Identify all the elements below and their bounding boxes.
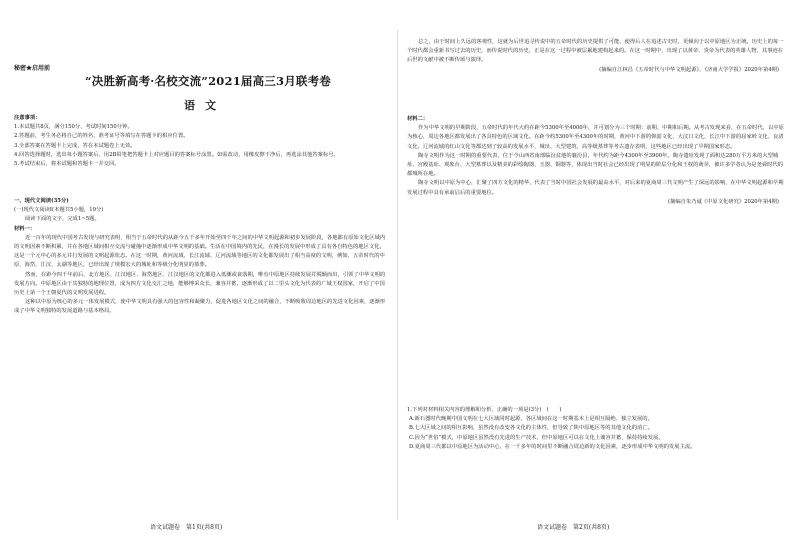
option-c: C.因为“世俗”模式，中原地区虽然没有先进的生产技术，但中原地区可以在文化上兼容并蓄，保持持续发展。 [409,434,664,441]
question-stem: 1.下列对材料相关内容的理解和分析，正确的一项是(3分) ( ) [407,407,562,413]
section-heading: 一、现代文阅读(35分) [14,198,69,204]
material-paragraph: 作为中华文明的早期阶段，五帝时代的年代大约在距今5300年至4000年，并可划分为三个时期：前期、中期和后期。从考古发现来看，在五帝时代，以中原为核心，周边各地区都发展出了各具特色的区域文化。在距今约5300年至4300年的时期，黄河中下游的仰韶文化、大汶口文化，长江中下游的屈家岭文化、良渚文化，辽河流域的红山文化等都达到了较高的发展水平，城址、大型建筑、高等级墓葬等考古遗存表明，这些地区已经出现了早期国家形态。 [407,125,784,150]
material-paragraph: 然而，在距今四千年前后，北方地区、江汉地区、海岱地区、江汉地区的文化都进入低潮或衰落期，唯有中原地区持续发展并脱颖而出，引领了中华文明的发展方向。中原地区由于其独特的地理位置，成为四方文化交汇之地，能够博采众长，兼容并蓄，逐渐形成了以二里头文化为代表的广域王权国家，开启了中国历史上第一个王朝夏代的文明发展进程。 [14,271,386,297]
notice-item: 4.回答选择题时，选出每小题答案后，用2B铅笔把答题卡上对应题目的答案标号涂黑。如需改动，用橡皮擦干净后，再选涂其他答案标号。 [14,151,339,158]
page-footer: 语文试题卷 第2页(共8页) [537,524,610,531]
option-d: D.夏商周三代都以中原地区为活动中心，在一千多年的时间里不断融合周边新的文化因素，逐步形成中华文明的发展主流。 [409,443,696,450]
page-footer: 语文试题卷 第1页(共8页) [150,524,223,531]
reading-instruction: 阅读下面的文字，完成1~5题。 [25,216,100,223]
option-b: B.七大区域之间的相互影响，虽然没有改变各文化的主体性，但导致了陕中原地区等的其他文化的消亡。 [409,425,653,432]
notice-heading: 注意事项： [14,115,41,121]
subsection-heading: (一)现代文阅读Ⅰ(本题共5小题，19分) [14,207,104,214]
notice-item: 5.考试结束后，将本试题和答题卡一并交回。 [14,161,120,168]
material-paragraph: 这种以中原为核心的多元一体发展模式，使中华文明具有强大的包容性和凝聚力，促进各地区文化之间的融合，不断吸收周边地区的先进文化因素，逐渐形成了中华文明独特的发展道路与基本格局。 [14,299,386,315]
question-1 [407,406,785,452]
notice-item: 1.本试题共8页，满分150分，考试时间150分钟。 [14,124,133,131]
material2-section [407,115,785,207]
secret-label: 秘密★启用前 [14,65,51,72]
subject-title: 语文 [184,99,226,112]
notice-item: 3.全部答案在答题卡上完成，答在本试题卷上无效。 [14,142,136,149]
material-paragraph: 陶寺文明以中原为中心，汇聚了四方文化的精华，代表了当时中国社会发展的最高水平，对后来的夏商周三代文明产生了深远的影响，在中华文明起源和早期发展过程中具有承前启后的重要地位。 [407,180,784,196]
notice-section [14,114,389,169]
material1-continued [407,38,785,75]
material-source: (摘编自朱乃诚《中原文化研究》2020年第4期) [667,198,779,205]
option-a: A.新石器时代晚期中国文明在七大区域同时起源，各区域间在这一时期基本上是相互隔绝、独立发展的。 [409,416,653,423]
reading-section [14,197,389,317]
notice-item: 2.答题前，考生务必将自己的姓名、准考证号等填写在答题卡的相应位置。 [14,133,189,140]
material-label: 材料二： [407,116,429,122]
material-paragraph: 总之，由于时间上久远的客观性，这就为后世追寻传说中的五帝时代的历史提供了可能，使得后人在追述古史时，更倾向于以中原地区为正统。历史上的每一个时代都会重新书写过去的历史，而传说时代的历史，正是在这一过程中被层累地建构起来的。在这一时期中，出现了以黄帝、炎帝为代表的英雄人物，其事迹在后世的文献中被不断传颂与演绎。 [407,39,784,64]
material-source: (摘编自江林昌《五帝时代与中华文明起源》，《济南大学学报》2020年第4期) [599,66,779,73]
right-page [397,0,794,543]
material-paragraph: 近一百年的现代中国考古发现与研究表明，相当于五帝时代的从距今五千多年开始至四千年之间的中华文明起源和初步发展阶段，各地都有原始文化区域内的文明因素不断积累，并在各地区域间相互交流与碰撞中逐渐形成中华文明的基础。生活在中国境内的先民，在漫长的发展中形成了具有各自特色的地区文化，这是一个元中心的多元并行发展的文明起源状态。在这一时期，黄河流域、长江流域、辽河流域等地区的文化都发展出了相当高度的文明，例如，五帝时代的中原、海岱、江汉、太湖等地区，已经出现了规模宏大的城址和等级分化明显的墓葬。 [14,234,386,269]
exam-title: “决胜新高考·名校交流”2021届高三3月联考卷 [84,74,332,88]
material-label: 材料一： [14,225,36,232]
material-paragraph: 陶寺文明作为这一时期的重要代表，位于今山西省南部临汾盆地的襄汾县，年代约为距今4300年至3900年。陶寺遗址发现了面积达280万平方米的大型城址、宫殿基址、观象台、大型墓葬以及精美的彩绘陶器、玉器、铜器等，体现出当时社会已经出现了明显的阶层分化和王权的萌芽，被许多学者认为是尧舜时代的都城所在地。 [407,152,784,178]
